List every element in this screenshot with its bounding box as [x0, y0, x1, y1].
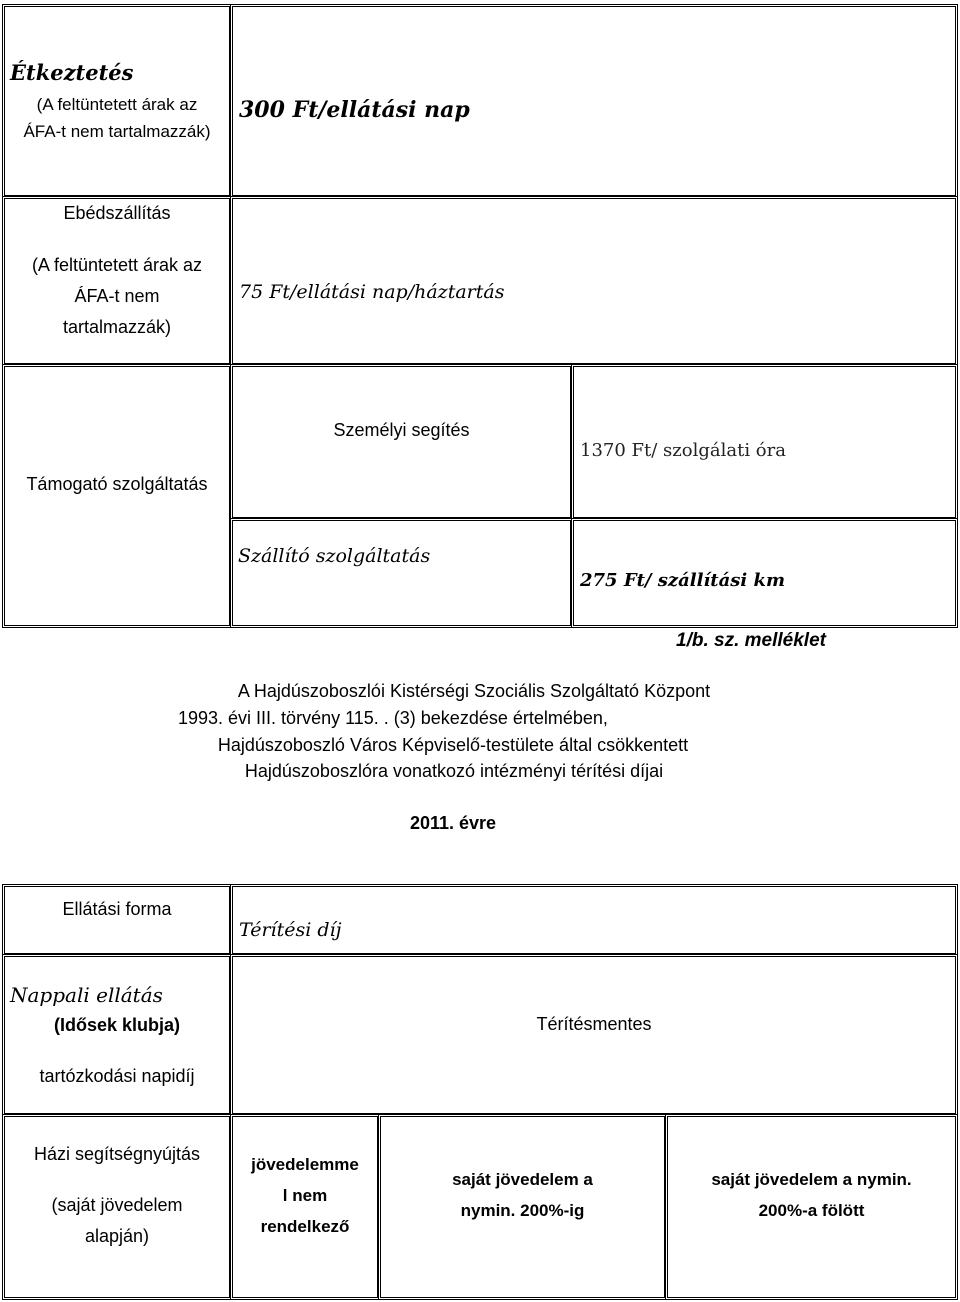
- hazi-col-a-cell: [230, 1114, 380, 1300]
- hazi-title: Házi segítségnyújtás: [33, 1144, 201, 1164]
- header-line-3: Hajdúszoboszló Város Képviselő-testülete által csökkentett: [217, 735, 689, 755]
- etkeztetes-note-1: (A feltüntetett árak az: [36, 95, 198, 114]
- header-line-4: Hajdúszoboszlóra vonatkozó intézményi térítési díjai: [244, 761, 664, 781]
- nappali-subtitle: (Idősek klubja): [53, 1015, 181, 1035]
- szallito-label-cell: [230, 518, 573, 628]
- etkeztetes-price: 300 Ft/ellátási nap: [239, 97, 470, 123]
- szemelyi-label-cell: [230, 364, 573, 520]
- header-line-1: A Hajdúszoboszlói Kistérségi Szociális Szolgáltató Központ: [237, 681, 711, 701]
- year-label: 2011. évre: [409, 813, 497, 833]
- szallito-price: 275 Ft/ szállítási km: [580, 570, 786, 591]
- col2-header: Térítési díj: [239, 919, 342, 941]
- szemelyi-label: Személyi segítés: [333, 420, 470, 440]
- ebedszallitas-note-2: ÁFA-t nem: [74, 286, 160, 306]
- ebedszallitas-note-1: (A feltüntetett árak az: [31, 255, 203, 275]
- ebedszallitas-title: Ebédszállítás: [63, 203, 171, 223]
- hazi-col-b-line-1: saját jövedelem a: [452, 1170, 593, 1189]
- hazi-col-a-line-3: rendelkező: [260, 1217, 350, 1236]
- nappali-note: tartózkodási napidíj: [39, 1066, 195, 1086]
- nappali-fee-cell: [230, 954, 958, 1116]
- hazi-col-a-line-2: l nem: [282, 1186, 328, 1205]
- annex-label: 1/b. sz. melléklet: [676, 630, 826, 651]
- nappali-title: Nappali ellátás: [10, 983, 163, 1007]
- hazi-note-1: (saját jövedelem: [51, 1195, 183, 1215]
- hazi-col-c-line-2: 200%-a fölött: [758, 1201, 865, 1220]
- hazi-col-b-line-2: nymin. 200%-ig: [460, 1201, 585, 1220]
- hazi-note-2: alapján): [84, 1226, 150, 1246]
- col1-header-cell: [2, 884, 232, 956]
- tamogato-label: Támogató szolgáltatás: [26, 474, 208, 494]
- header-line-2: 1993. évi III. törvény 115. . (3) bekezdése értelmében,: [178, 708, 608, 728]
- hazi-col-a-line-1: jövedelemme: [251, 1155, 359, 1174]
- etkeztetes-note-2: ÁFA-t nem tartalmazzák): [23, 122, 211, 141]
- col1-header: Ellátási forma: [62, 899, 172, 919]
- etkeztetes-title: Étkeztetés: [10, 60, 134, 85]
- ebedszallitas-note-3: tartalmazzák): [62, 317, 172, 337]
- szallito-label: Szállító szolgáltatás: [238, 545, 431, 567]
- tamogato-label-cell: [2, 364, 232, 628]
- nappali-fee: Térítésmentes: [536, 1014, 652, 1034]
- szemelyi-price: 1370 Ft/ szolgálati óra: [580, 440, 786, 461]
- ebedszallitas-price: 75 Ft/ellátási nap/háztartás: [239, 281, 505, 303]
- hazi-col-c-line-1: saját jövedelem a nymin.: [711, 1170, 912, 1189]
